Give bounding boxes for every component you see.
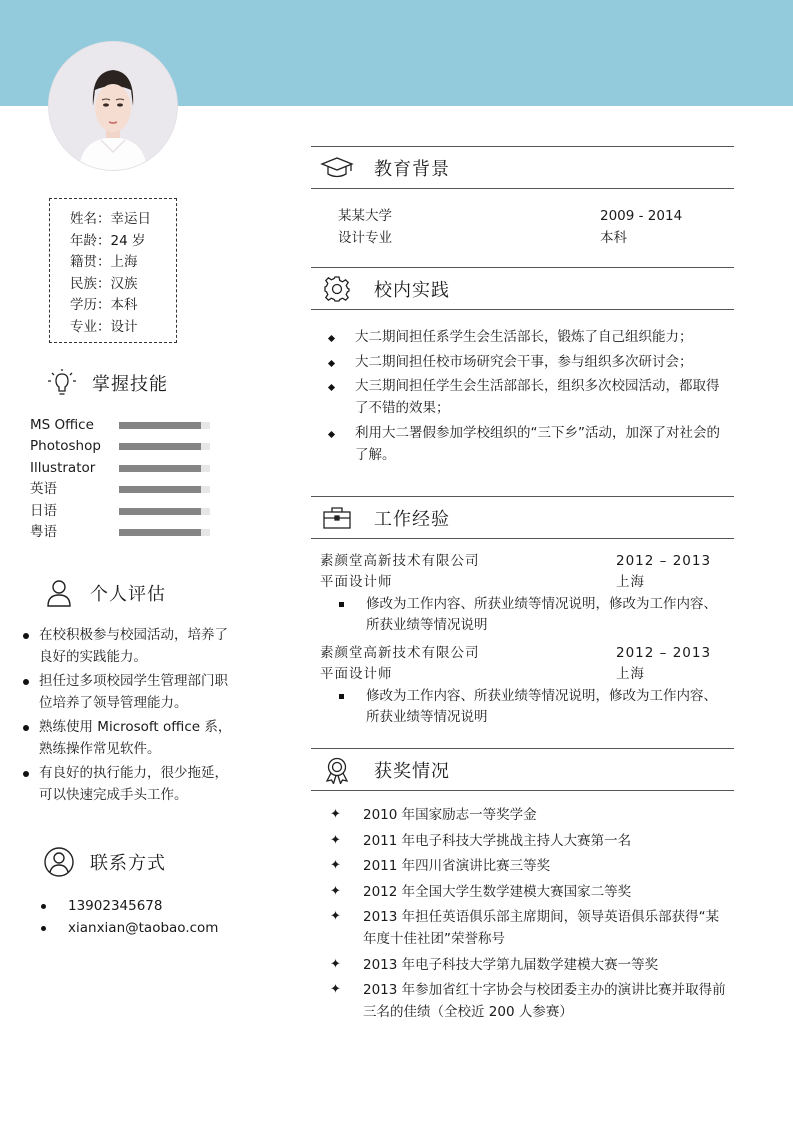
education-heading xyxy=(311,146,734,189)
list-item: ✦ 2011 年四川省演讲比赛三等奖 xyxy=(330,855,730,877)
star-icon: ✦ xyxy=(330,909,341,924)
work-description: 修改为工作内容、所获业绩等情况说明，修改为工作内容、所获业绩等情况说明 xyxy=(320,686,720,727)
award-medal-icon xyxy=(319,756,355,784)
skill-item: 日语 xyxy=(30,501,230,522)
education-content xyxy=(338,205,728,249)
skill-item: Illustrator xyxy=(30,458,230,479)
skills-title: 掌握技能 xyxy=(92,374,168,395)
company-name: 素颜堂高新技术有限公司 xyxy=(320,645,480,661)
info-education: 学历：本科 xyxy=(70,297,138,313)
list-item: ✦ 2013 年电子科技大学第九届数学建模大赛一等奖 xyxy=(330,954,730,976)
company-name: 素颜堂高新技术有限公司 xyxy=(320,553,480,569)
skill-bar xyxy=(119,508,210,515)
awards-heading xyxy=(311,748,734,791)
user-icon xyxy=(42,578,76,608)
degree: 本科 xyxy=(600,230,627,246)
skill-item: 粤语 xyxy=(30,522,230,543)
work-city: 上海 xyxy=(616,574,645,590)
skill-item: MS Office xyxy=(30,415,230,436)
contact-user-icon xyxy=(42,847,76,877)
list-item: ✦ 2010 年国家励志一等奖学金 xyxy=(330,804,730,826)
contact-list xyxy=(38,895,218,939)
work-period: 2012 – 2013 xyxy=(616,645,712,661)
info-hometown: 籍贯：上海 xyxy=(70,254,138,270)
list-item: 利用大二署假参加学校组织的“三下乡”活动，加深了对社会的了解。 xyxy=(322,422,722,466)
list-item: ✦ 2013 年参加省红十字协会与校团委主办的演讲比赛并取得前三名的佳绩（全校近 200 人参赛） xyxy=(330,979,730,1023)
lightbulb-icon xyxy=(44,368,78,398)
star-icon: ✦ xyxy=(330,883,341,899)
practice-heading xyxy=(311,267,734,310)
work-entry xyxy=(320,643,720,727)
skill-bar xyxy=(119,443,210,450)
avatar xyxy=(48,41,178,171)
skill-bar xyxy=(119,529,210,536)
skill-item: 英语 xyxy=(30,479,230,500)
evaluation-list xyxy=(20,625,235,809)
work-heading xyxy=(311,496,734,539)
awards-list xyxy=(330,804,730,1027)
contact-heading xyxy=(42,847,166,877)
star-icon: ✦ xyxy=(330,982,341,997)
list-item: 在校积极参与校园活动，培养了良好的实践能力。 xyxy=(20,625,235,668)
list-item: ✦ 2011 年电子科技大学挑战主持人大赛第一名 xyxy=(330,830,730,852)
education-title: 教育背景 xyxy=(374,158,450,180)
info-age: 年龄：24 岁 xyxy=(70,232,146,249)
work-title: 工作经验 xyxy=(374,508,450,530)
skills-list xyxy=(30,415,230,543)
list-item: 大二期间担任系学生会生活部长，锻炼了自己组织能力； xyxy=(322,326,722,348)
practice-title: 校内实践 xyxy=(374,279,450,301)
work-city: 上海 xyxy=(616,666,645,682)
contact-title: 联系方式 xyxy=(90,853,166,874)
job-title: 平面设计师 xyxy=(320,574,393,590)
star-icon: ✦ xyxy=(330,858,341,873)
info-ethnicity: 民族：汉族 xyxy=(70,275,138,292)
phone-number[interactable]: 13902345678 xyxy=(38,895,218,917)
list-item: 担任过多项校园学生管理部门职位培养了领导管理能力。 xyxy=(20,671,235,714)
job-title: 平面设计师 xyxy=(320,666,393,682)
info-name: 姓名：幸运日 xyxy=(70,211,151,227)
info-major: 专业：设计 xyxy=(70,318,138,335)
email-address[interactable]: xianxian@taobao.com xyxy=(38,917,218,939)
graduation-cap-icon xyxy=(319,156,355,180)
list-item: ✦ 2013 年担任英语俱乐部主席期间，领导英语俱乐部获得“某年度十佳社团”荣誉称号 xyxy=(330,906,730,950)
list-item: 熟练使用 Microsoft office 系，熟练操作常见软件。 xyxy=(20,717,235,760)
briefcase-icon xyxy=(319,506,355,530)
star-icon: ✦ xyxy=(330,807,341,822)
work-entry xyxy=(320,551,720,635)
skill-bar xyxy=(119,486,210,493)
list-item: 有良好的执行能力，很少拖延，可以快速完成手头工作。 xyxy=(20,763,235,806)
list-item: 大二期间担任校市场研究会干事，参与组织多次研讨会； xyxy=(322,351,722,373)
list-item: ✦ 2012 年全国大学生数学建模大赛国家二等奖 xyxy=(330,881,730,903)
work-period: 2012 – 2013 xyxy=(616,553,712,569)
skill-bar xyxy=(119,422,210,429)
list-item: 大三期间担任学生会生活部部长，组织多次校园活动，都取得了不错的效果； xyxy=(322,375,722,419)
evaluation-heading xyxy=(42,578,166,608)
skills-heading xyxy=(44,368,168,398)
awards-title: 获奖情况 xyxy=(374,760,450,782)
education-period: 2009 - 2014 xyxy=(600,208,683,224)
gear-icon xyxy=(319,275,355,303)
work-description: 修改为工作内容、所获业绩等情况说明，修改为工作内容、所获业绩等情况说明 xyxy=(320,594,720,635)
skill-item: Photoshop xyxy=(30,436,230,457)
school-name: 某某大学 xyxy=(338,208,392,224)
star-icon: ✦ xyxy=(330,832,341,848)
personal-info-box xyxy=(49,198,177,343)
evaluation-title: 个人评估 xyxy=(90,584,166,605)
major: 设计专业 xyxy=(338,230,392,246)
star-icon: ✦ xyxy=(330,956,341,972)
skill-bar xyxy=(119,465,210,472)
practice-list xyxy=(322,326,722,468)
